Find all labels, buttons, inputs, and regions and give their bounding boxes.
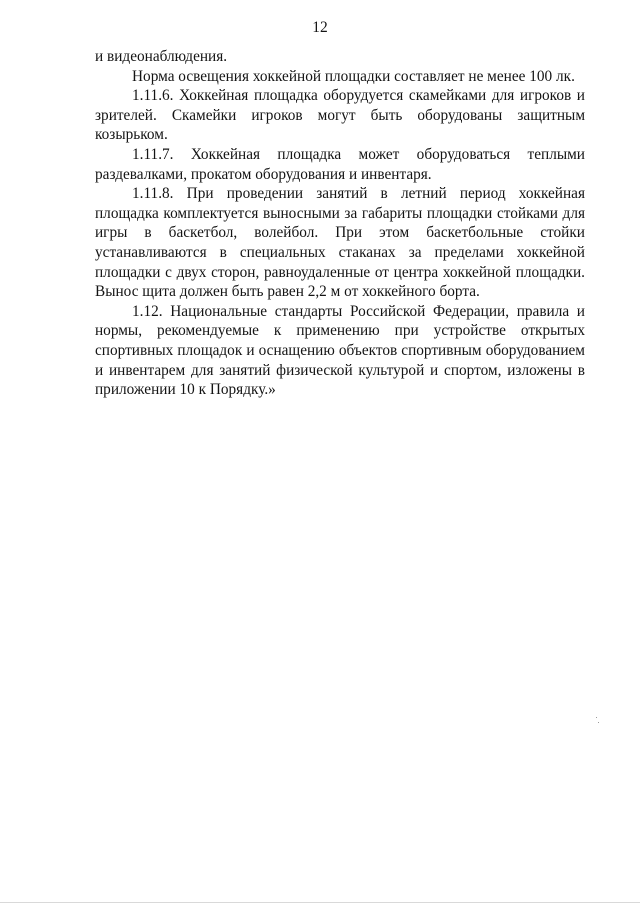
paragraph-1-11-7: 1.11.7. Хоккейная площадка может оборудоваться теплыми раздевалками, прокатом оборудования и инвентаря. <box>95 145 585 183</box>
paragraph-1-12: 1.12. Национальные стандарты Российской Федерации, правила и нормы, рекомендуемые к применению при устройстве открытых спортивных площадок и оснащению объектов спортивным оборудованием и инвентарем для занятий физической культурой и спортом, изложены в приложении 10 к Порядку.» <box>95 302 585 399</box>
scan-speck <box>596 717 597 718</box>
document-body <box>95 47 585 400</box>
page-number: 12 <box>312 19 328 36</box>
scan-speck <box>598 722 599 723</box>
paragraph-continuation: и видеонаблюдения. <box>95 48 228 65</box>
scan-edge-line <box>0 902 640 903</box>
paragraph-1-11-6: 1.11.6. Хоккейная площадка оборудуется скамейками для игроков и зрителей. Скамейки игроков могут быть оборудованы защитным козырьком. <box>95 87 585 144</box>
paragraph-1-11-8: 1.11.8. При проведении занятий в летний период хоккейная площадка комплектуется выносными за габариты площадки стойками для игры в баскетбол, волейбол. При этом баскетбольные стойки устанавливаются в специальных стаканах за пределами хоккейной площадки с двух сторон, равноудаленные от центра хоккейной площадки. Вынос щита должен быть равен 2,2 м от хоккейного борта. <box>95 185 585 301</box>
paragraph-lighting-norm: Норма освещения хоккейной площадки составляет не менее 100 лк. <box>132 67 575 85</box>
